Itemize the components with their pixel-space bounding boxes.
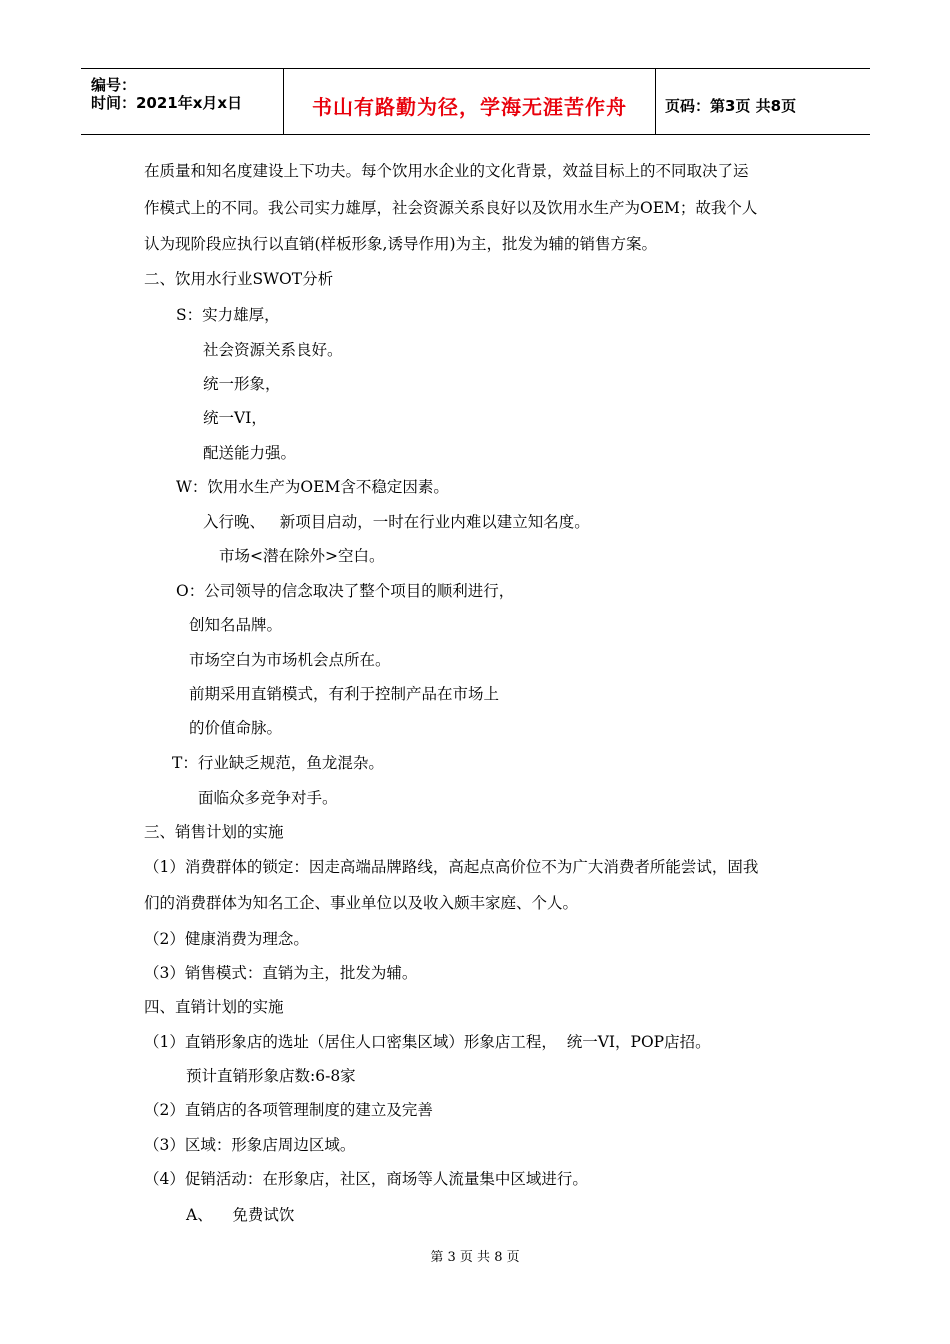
body-line: 认为现阶段应执行以直销(样板形象,诱导作用)为主，批发为辅的销售方案。 (144, 235, 658, 253)
body-line: A、 免费试饮 (186, 1206, 295, 1224)
body-line: （1）消费群体的锁定：因走高端品牌路线，高起点高价位不为广大消费者所能尝试，固我 (144, 858, 759, 876)
page-footer: 第 3 页 共 8 页 (430, 1250, 520, 1265)
body-line: 作模式上的不同。我公司实力雄厚，社会资源关系良好以及饮用水生产为OEM；故我个人 (144, 199, 758, 217)
body-line: 市场空白为市场机会点所在。 (189, 651, 391, 669)
body-line: 社会资源关系良好。 (203, 341, 343, 359)
body-line: （1）直销形象店的选址（居住人口密集区域）形象店工程， 统一VI，POP店招。 (144, 1033, 711, 1051)
body-line: T：行业缺乏规范，鱼龙混杂。 (172, 754, 384, 772)
body-line: 们的消费群体为知名工企、事业单位以及收入颇丰家庭、个人。 (144, 894, 579, 912)
body-line: 前期采用直销模式，有利于控制产品在市场上 (189, 685, 500, 703)
body-line: 统一VI， (203, 409, 267, 427)
section-heading: 二、饮用水行业SWOT分析 (144, 270, 334, 288)
body-line: 预计直销形象店数:6-8家 (186, 1067, 356, 1085)
header-motto: 书山有路勤为径，学海无涯苦作舟 (312, 95, 627, 119)
page-header (81, 68, 870, 135)
body-line: 配送能力强。 (203, 444, 297, 462)
body-line: W：饮用水生产为OEM含不稳定因素。 (176, 478, 449, 496)
body-line: （3）销售模式：直销为主，批发为辅。 (144, 964, 418, 982)
header-page-info: 页码：第3页 共8页 (665, 97, 797, 115)
body-line: （2）健康消费为理念。 (144, 930, 309, 948)
body-line: 入行晚、 新项目启动，一时在行业内难以建立知名度。 (203, 513, 590, 531)
header-left-cell (81, 69, 284, 134)
body-line: 统一形象， (203, 375, 281, 393)
header-middle-cell (284, 69, 656, 134)
body-line: 市场<潜在除外>空白。 (219, 547, 385, 565)
body-line: 创知名品牌。 (189, 616, 283, 634)
section-heading: 四、直销计划的实施 (144, 998, 284, 1016)
body-line: 的价值命脉。 (189, 719, 283, 737)
body-line: 在质量和知名度建设上下功夫。每个饮用水企业的文化背景，效益目标上的不同取决了运 (144, 162, 749, 180)
body-line: 面临众多竞争对手。 (198, 789, 338, 807)
body-line: （4）促销活动：在形象店，社区，商场等人流量集中区域进行。 (144, 1170, 588, 1188)
document-date: 时间：2021年x月x日 (91, 94, 243, 112)
body-line: S：实力雄厚， (176, 306, 280, 324)
header-right-cell (656, 69, 870, 134)
section-heading: 三、销售计划的实施 (144, 823, 284, 841)
body-line: （3）区域：形象店周边区域。 (144, 1136, 356, 1154)
body-line: （2）直销店的各项管理制度的建立及完善 (144, 1101, 433, 1119)
document-number-label: 编号： (91, 76, 137, 94)
body-line: O：公司领导的信念取决了整个项目的顺利进行， (176, 582, 515, 600)
